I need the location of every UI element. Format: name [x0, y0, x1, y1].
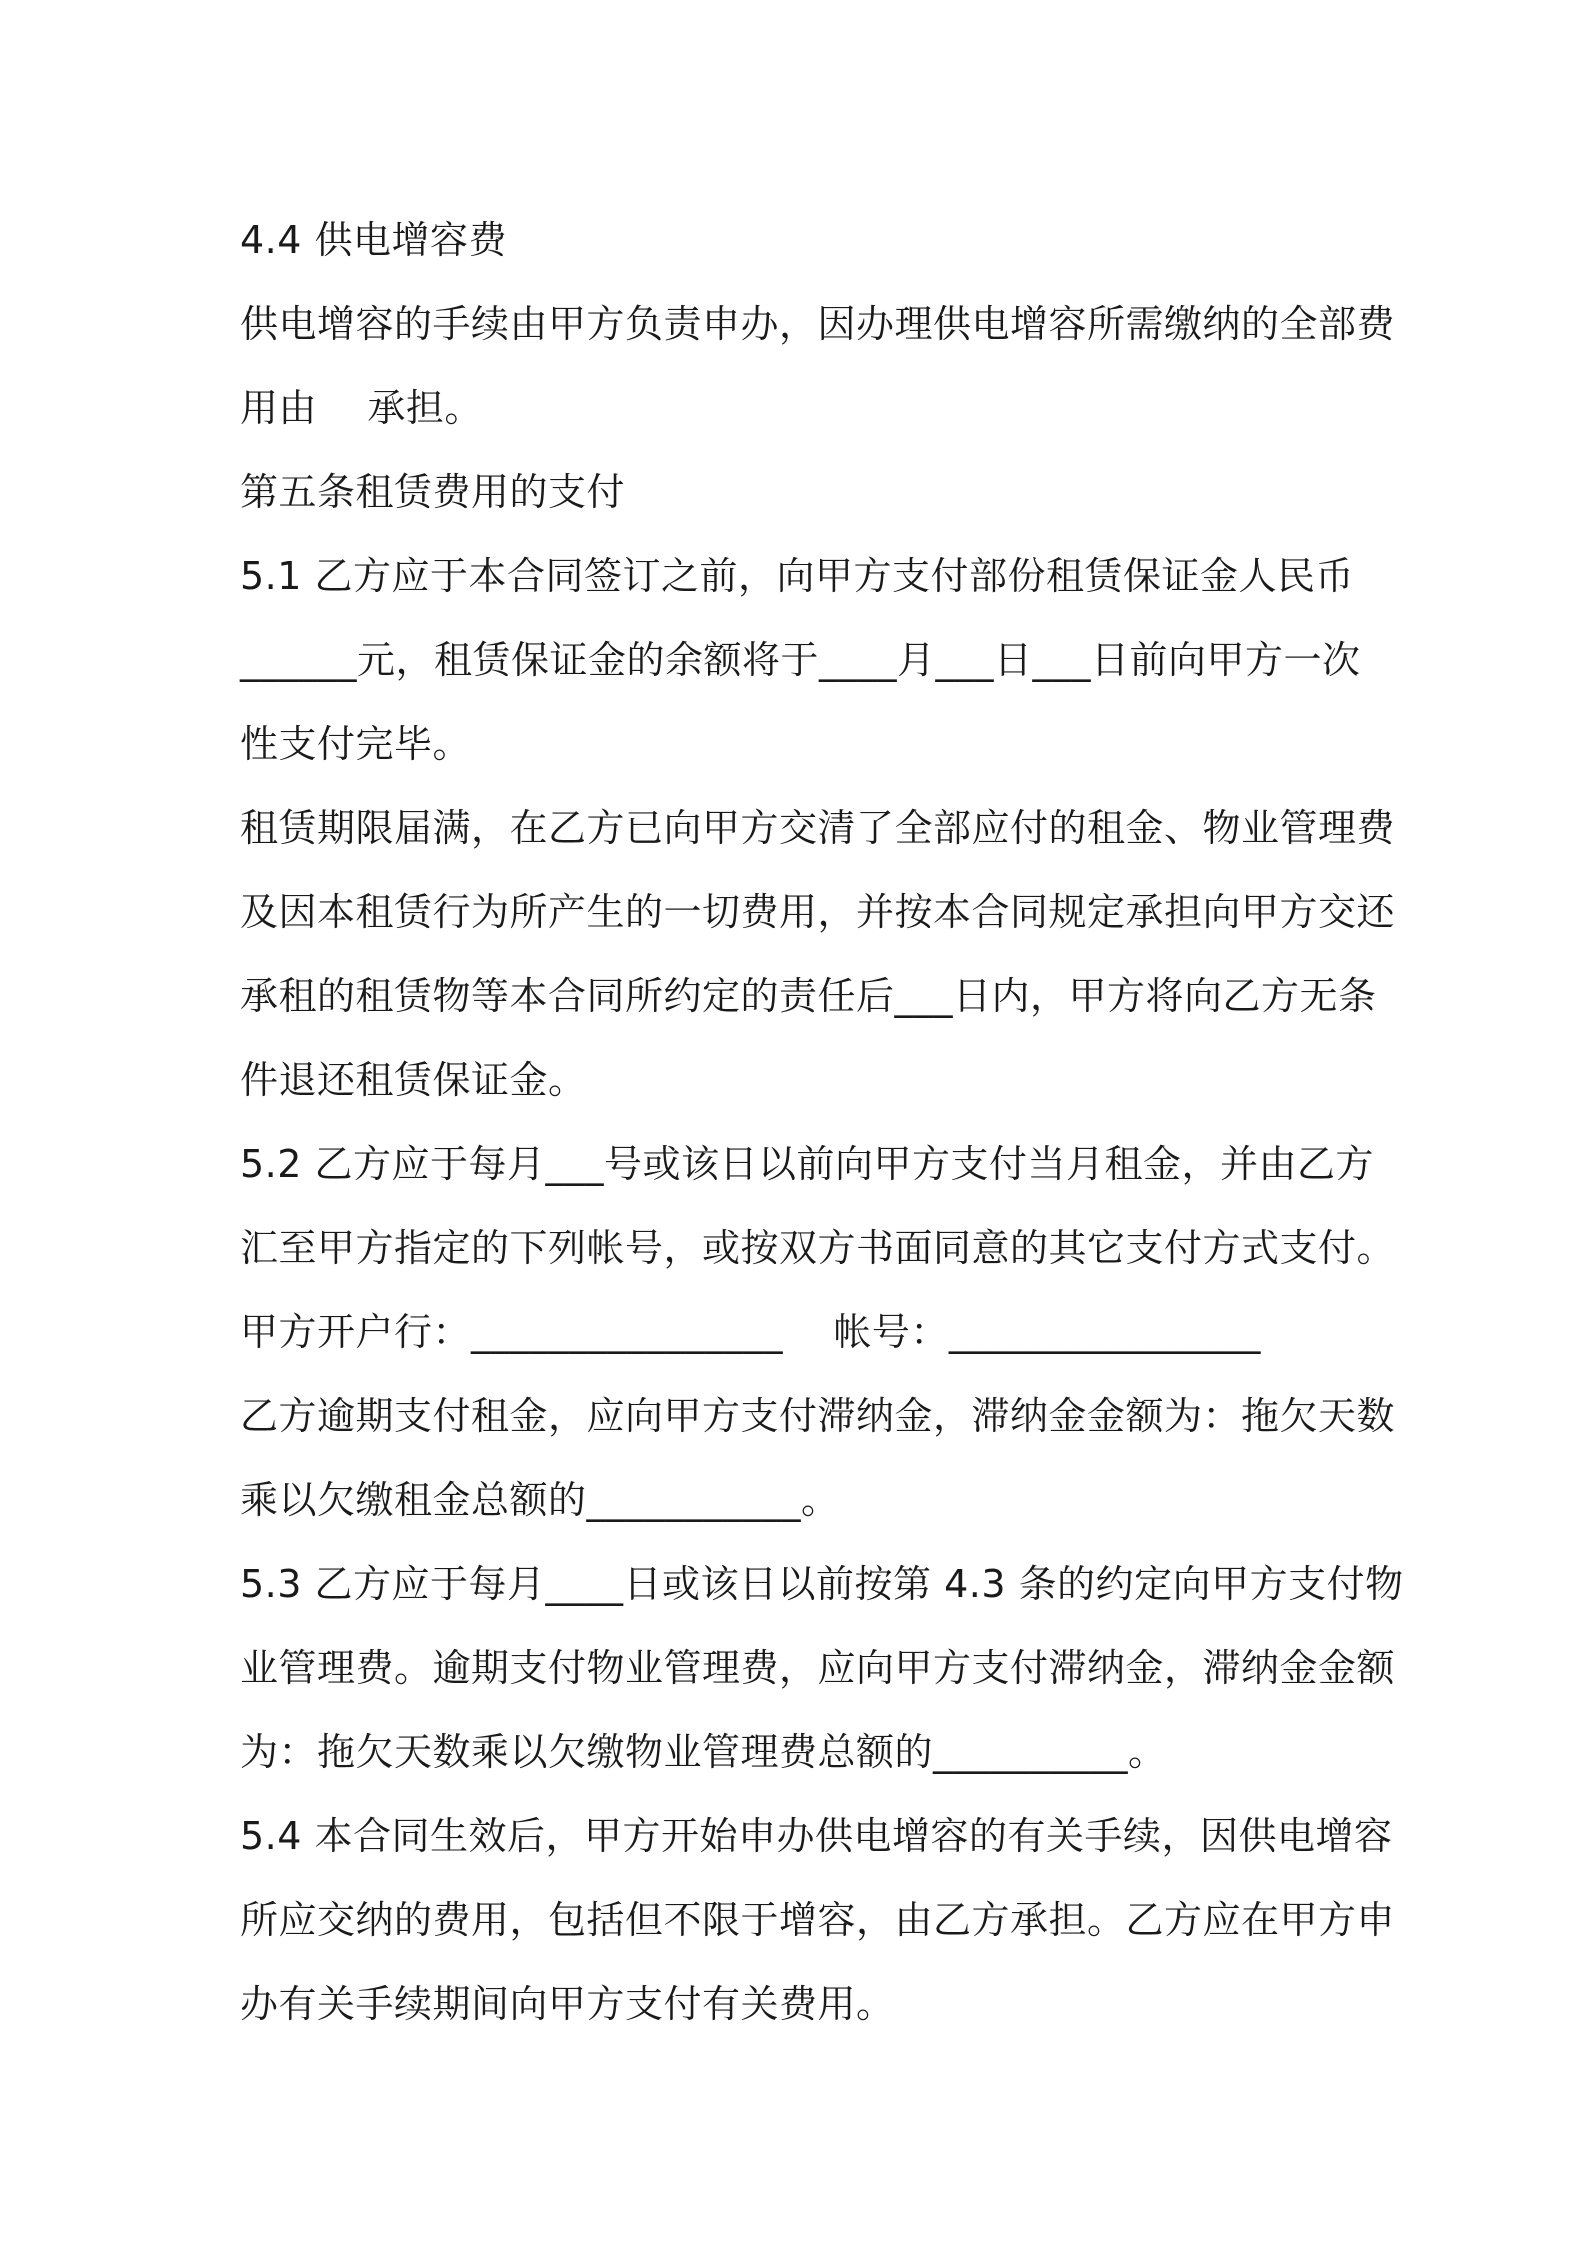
- document-body: [240, 198, 1404, 2046]
- section-heading-4-4: 4.4 供电增容费: [240, 218, 508, 262]
- clause-5-1-line: 5.1 乙方应于本合同签订之前，向甲方支付部份租赁保证金人民币: [240, 554, 1355, 598]
- paragraph-line: 乘以欠缴租金总额的___________。: [240, 1478, 840, 1522]
- clause-5-3-line: 为：拖欠天数乘以欠缴物业管理费总额的__________。: [240, 1730, 1167, 1774]
- paragraph-line: 件退还租赁保证金。: [240, 1058, 587, 1102]
- clause-5-4-line: 5.4 本合同生效后，甲方开始申办供电增容的有关手续，因供电增容: [240, 1814, 1393, 1858]
- paragraph-line: 用由 承担。: [240, 386, 483, 430]
- paragraph-line: 供电增容的手续由甲方负责申办，因办理供电增容所需缴纳的全部费: [240, 302, 1396, 346]
- clause-5-1-line: ______元，租赁保证金的余额将于____月___日___日前向甲方一次: [240, 638, 1361, 682]
- bank-account-line: 甲方开户行：________________ 帐号：________________: [240, 1310, 1261, 1354]
- clause-5-2-line: 汇至甲方指定的下列帐号，或按双方书面同意的其它支付方式支付。: [240, 1226, 1396, 1270]
- clause-5-2-line: 5.2 乙方应于每月___号或该日以前向甲方支付当月租金，并由乙方: [240, 1142, 1375, 1186]
- clause-5-4-line: 所应交纳的费用，包括但不限于增容，由乙方承担。乙方应在甲方申: [240, 1898, 1396, 1942]
- clause-5-3-line: 5.3 乙方应于每月____日或该日以前按第 4.3 条的约定向甲方支付物: [240, 1562, 1404, 1606]
- clause-5-1-line: 性支付完毕。: [240, 722, 472, 766]
- article-heading-5: 第五条租赁费用的支付: [240, 470, 626, 514]
- clause-5-3-line: 业管理费。逾期支付物业管理费，应向甲方支付滞纳金，滞纳金金额: [240, 1646, 1396, 1690]
- paragraph-line: 租赁期限届满，在乙方已向甲方交清了全部应付的租金、物业管理费: [240, 806, 1396, 850]
- paragraph-line: 承租的租赁物等本合同所约定的责任后___日内，甲方将向乙方无条: [240, 974, 1377, 1018]
- clause-5-4-line: 办有关手续期间向甲方支付有关费用。: [240, 1982, 895, 2026]
- paragraph-line: 乙方逾期支付租金，应向甲方支付滞纳金，滞纳金金额为：拖欠天数: [240, 1394, 1396, 1438]
- paragraph-line: 及因本租赁行为所产生的一切费用，并按本合同规定承担向甲方交还: [240, 890, 1396, 934]
